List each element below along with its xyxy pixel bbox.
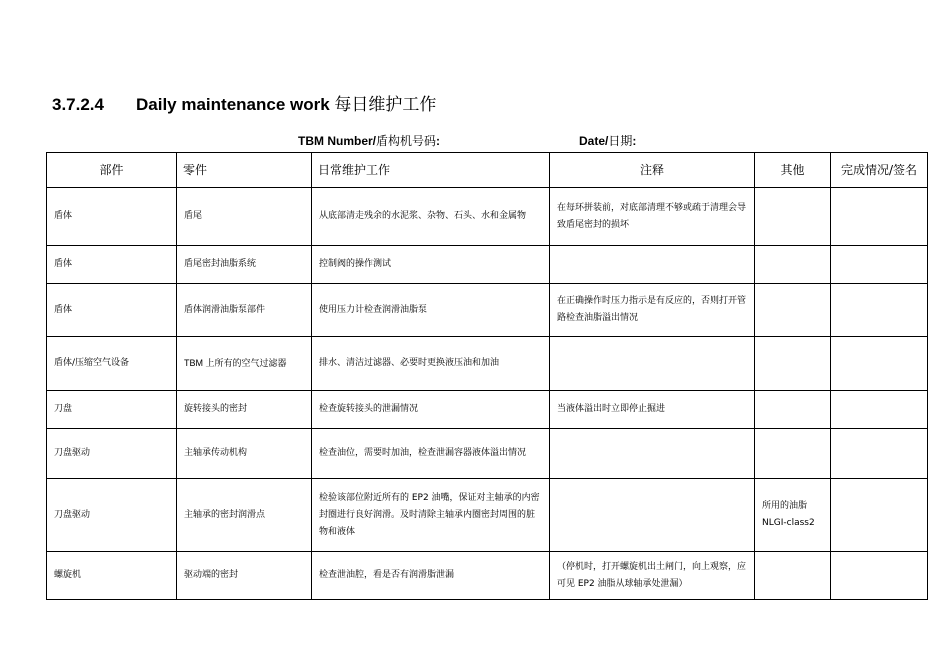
header-part: 部件 — [47, 153, 177, 188]
cell-note — [550, 337, 755, 391]
header-daily-work: 日常维护工作 — [312, 153, 550, 188]
section-title-en: Daily maintenance work — [136, 95, 330, 114]
cell-component: 驱动端的密封 — [177, 552, 312, 600]
cell-work: 使用压力计检查润滑油脂泵 — [312, 284, 550, 337]
cell-note: 在正确操作时压力指示是有反应的，否则打开管路检查油脂溢出情况 — [550, 284, 755, 337]
cell-note — [550, 479, 755, 552]
cell-note — [550, 429, 755, 479]
cell-part: 盾体 — [47, 284, 177, 337]
cell-sign — [831, 337, 928, 391]
cell-component: 旋转接头的密封 — [177, 391, 312, 429]
table-row — [47, 337, 928, 391]
date-label — [579, 132, 636, 149]
table-row — [47, 391, 928, 429]
cell-other — [755, 284, 831, 337]
cell-component: 主轴承传动机构 — [177, 429, 312, 479]
cell-part: 盾体 — [47, 188, 177, 246]
tbm-number-colon: : — [436, 134, 441, 148]
cell-component: TBM 上所有的空气过滤器 — [177, 337, 312, 391]
cell-note — [550, 246, 755, 284]
cell-work: 检验该部位附近所有的 EP2 油嘴，保证对主轴承的内密封圈进行良好润滑。及时清除主轴承内圈密封周围的脏物和液体 — [312, 479, 550, 552]
cell-note: 在每环拼装前，对底部清理不够或疏于清理会导致盾尾密封的损坏 — [550, 188, 755, 246]
table-row — [47, 284, 928, 337]
section-title-cn: 每日维护工作 — [334, 95, 437, 115]
cell-sign — [831, 479, 928, 552]
cell-sign — [831, 284, 928, 337]
table-header-row — [47, 153, 928, 188]
cell-component: 主轴承的密封润滑点 — [177, 479, 312, 552]
cell-work: 检查油位，需要时加油，检查泄漏容器液体溢出情况 — [312, 429, 550, 479]
header-component: 零件 — [177, 153, 312, 188]
cell-other — [755, 337, 831, 391]
cell-sign — [831, 188, 928, 246]
cell-other — [755, 552, 831, 600]
cell-work: 从底部清走残余的水泥浆、杂物、石头、水和金属物 — [312, 188, 550, 246]
cell-work: 检查旋转接头的泄漏情况 — [312, 391, 550, 429]
header-completion-sign: 完成情况/签名 — [831, 153, 928, 188]
header-note: 注释 — [550, 153, 755, 188]
table-row — [47, 429, 928, 479]
cell-part: 刀盘驱动 — [47, 429, 177, 479]
cell-work: 排水、清洁过滤器、必要时更换液压油和加油 — [312, 337, 550, 391]
cell-work: 检查泄油腔，看是否有润滑脂泄漏 — [312, 552, 550, 600]
cell-part: 刀盘驱动 — [47, 479, 177, 552]
tbm-number-label — [298, 132, 440, 149]
cell-work: 控制阀的操作测试 — [312, 246, 550, 284]
cell-part: 刀盘 — [47, 391, 177, 429]
table-row — [47, 552, 928, 600]
table-row — [47, 246, 928, 284]
cell-sign — [831, 552, 928, 600]
cell-sign — [831, 429, 928, 479]
table-row — [47, 188, 928, 246]
cell-other: 所用的油脂 NLGI-class2 — [755, 479, 831, 552]
tbm-number-label-en: TBM Number/ — [298, 134, 376, 148]
cell-sign — [831, 246, 928, 284]
date-colon: : — [632, 134, 637, 148]
section-number: 3.7.2.4 — [52, 95, 104, 114]
cell-component: 盾尾 — [177, 188, 312, 246]
date-label-cn: 日期 — [608, 134, 633, 148]
cell-component: 盾尾密封油脂系统 — [177, 246, 312, 284]
cell-component: 盾体润滑油脂泵部件 — [177, 284, 312, 337]
cell-part: 螺旋机 — [47, 552, 177, 600]
cell-other — [755, 429, 831, 479]
cell-other — [755, 391, 831, 429]
header-other: 其他 — [755, 153, 831, 188]
table-row — [47, 479, 928, 552]
cell-sign — [831, 391, 928, 429]
cell-part: 盾体/压缩空气设备 — [47, 337, 177, 391]
date-label-en: Date/ — [579, 134, 609, 148]
cell-note: （停机时，打开螺旋机出土闸门，向上观察，应可见 EP2 油脂从球轴承处泄漏） — [550, 552, 755, 600]
cell-note: 当液体溢出时立即停止掘进 — [550, 391, 755, 429]
cell-other — [755, 188, 831, 246]
section-heading — [52, 90, 436, 115]
cell-other — [755, 246, 831, 284]
cell-part: 盾体 — [47, 246, 177, 284]
tbm-number-label-cn: 盾构机号码 — [376, 134, 437, 148]
maintenance-table — [46, 152, 928, 600]
